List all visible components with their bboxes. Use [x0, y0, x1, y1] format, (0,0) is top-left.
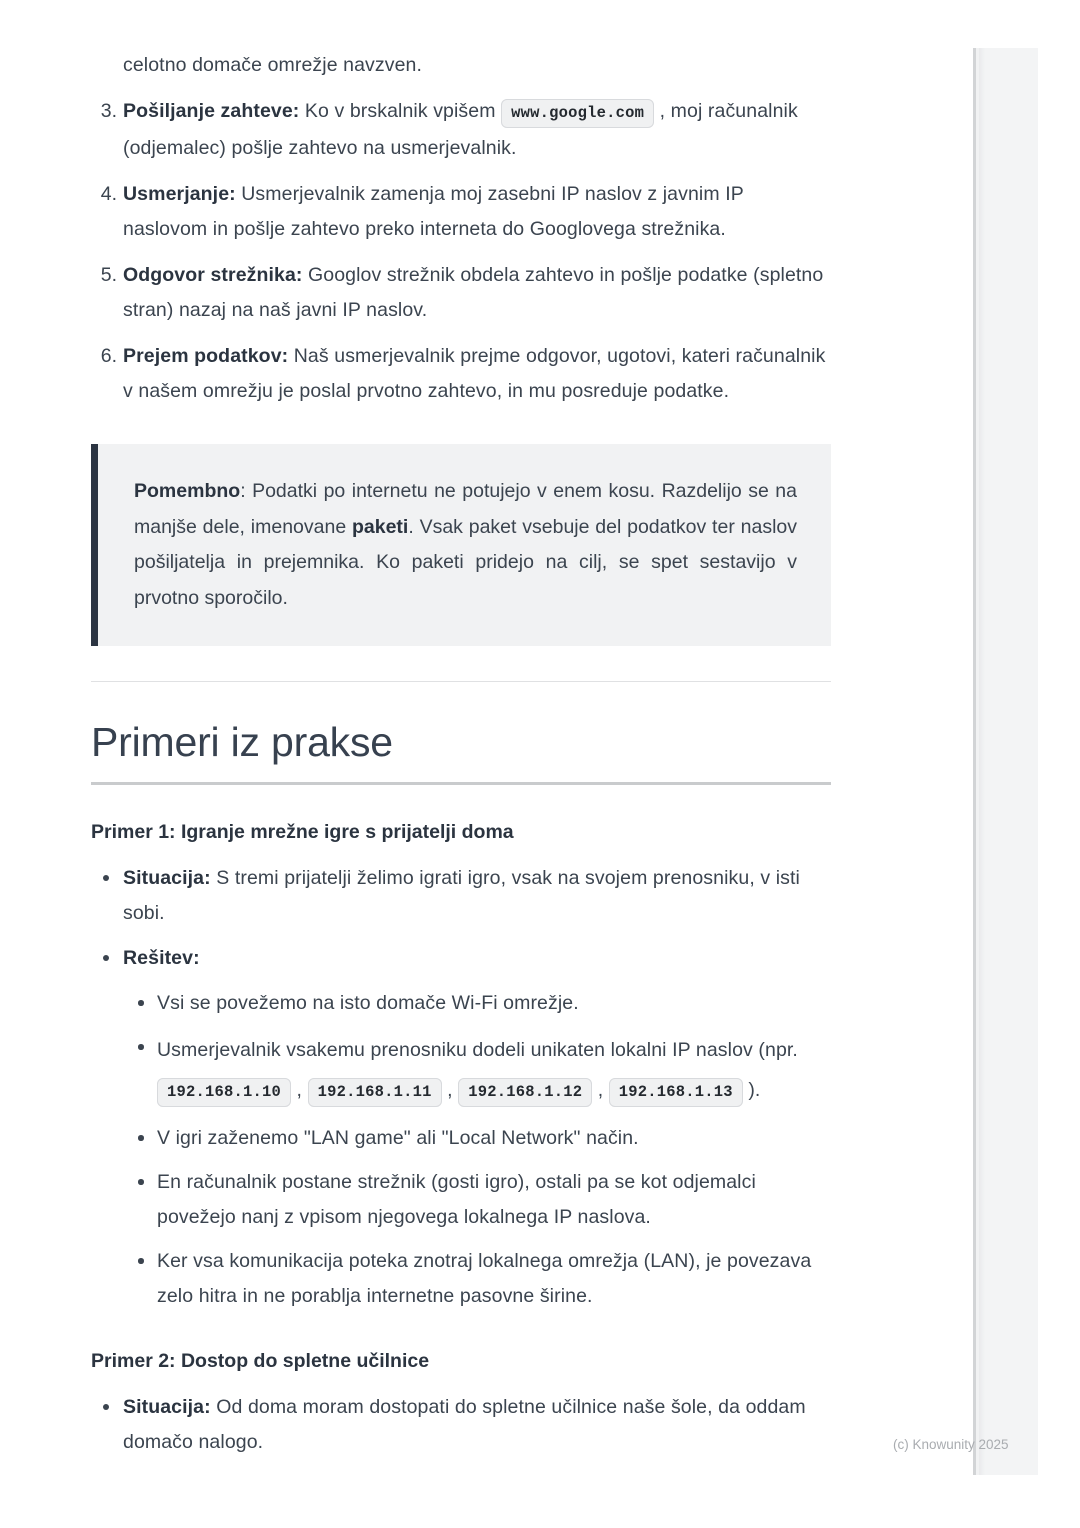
solution-label: Rešitev:	[123, 947, 200, 969]
code-chip-ip-2: 192.168.1.11	[308, 1078, 442, 1107]
step-item-4	[91, 177, 833, 247]
callout-text	[134, 474, 797, 616]
ip-comma-2: ,	[441, 1079, 459, 1101]
situation-label: Situacija:	[123, 867, 211, 889]
step-body	[123, 264, 823, 321]
step-text-before: Usmerjevalnik zamenja moj zasebni IP naslov z javnim IP naslovom in pošlje zahtevo preko interneta do Googlovega strežnika.	[123, 183, 744, 240]
step-label: Odgovor strežnika:	[123, 264, 303, 286]
continuation-line: celotno domače omrežje navzven.	[123, 54, 423, 76]
callout-part1: : Podatki po internetu ne potujejo v enem kosu. Razdelijo se na manjše dele, imenovane	[134, 480, 797, 538]
ip-comma-1: ,	[291, 1079, 308, 1101]
step-number: 5.	[100, 264, 117, 286]
ip-text-after: ).	[742, 1079, 761, 1101]
step-body	[123, 100, 798, 159]
ip-comma-3: ,	[592, 1079, 609, 1101]
document-content	[91, 0, 833, 1470]
step-number: 4.	[100, 183, 117, 205]
ip-text-before: Usmerjevalnik vsakemu prenosniku dodeli unikaten lokalni IP naslov (npr.	[157, 1039, 798, 1061]
callout-label: Pomembno	[134, 480, 241, 502]
solution-sublist	[125, 986, 833, 1314]
step-label: Pošiljanje zahteve:	[123, 100, 300, 122]
code-chip-ip-4: 192.168.1.13	[609, 1078, 743, 1107]
step-text-before: Naš usmerjevalnik prejme odgovor, ugotovi, kateri računalnik v našem omrežju je poslal prvotno zahtevo, in mu posreduje podatke.	[123, 345, 826, 402]
solution-body	[123, 947, 200, 969]
sub-item-text: V igri zaženemo "LAN game" ali "Local Network" način.	[157, 1127, 639, 1149]
page-edge-strip-inner	[979, 48, 1038, 1475]
example-2-list	[91, 1390, 833, 1460]
bullet-dot-icon	[103, 1404, 109, 1410]
bullet-dot-icon	[103, 875, 109, 881]
example-1-list	[91, 861, 833, 1314]
sub-item-text: En računalnik postane strežnik (gosti igro), ostali pa se kot odjemalci povežejo nanj z vpisom njegovega lokalnega IP naslova.	[157, 1171, 756, 1228]
numbered-steps-list	[91, 94, 833, 409]
page-edge-strip	[973, 48, 1038, 1475]
situation-label: Situacija:	[123, 1396, 211, 1418]
list-item	[125, 986, 833, 1021]
step-item-5	[91, 258, 833, 328]
step-label: Prejem podatkov:	[123, 345, 289, 367]
divider-bottom	[91, 782, 831, 785]
code-chip-url: www.google.com	[501, 99, 654, 128]
step-number: 6.	[100, 345, 117, 367]
list-item-situation	[91, 861, 833, 931]
step-item-3	[91, 94, 833, 166]
bullet-dot-icon	[138, 1179, 144, 1185]
callout-bold-term: paketi	[351, 515, 409, 538]
code-chip-ip-1: 192.168.1.10	[157, 1078, 291, 1107]
list-item-ip-addresses	[125, 1030, 833, 1112]
example-2-heading: Primer 2: Dostop do spletne učilnice	[91, 1350, 430, 1372]
sub-item-text: Ker vsa komunikacija poteka znotraj lokalnega omrežja (LAN), je povezava zelo hitra in ne porablja internetne pasovne širine.	[157, 1250, 812, 1307]
situation-text: Od doma moram dostopati do spletne učilnice naše šole, da oddam domačo nalogo.	[123, 1396, 806, 1453]
list-item	[125, 1165, 833, 1235]
situation-text: S tremi prijatelji želimo igrati igro, vsak na svojem prenosniku, v isti sobi.	[123, 867, 800, 924]
bullet-dot-icon	[103, 955, 109, 961]
divider-top	[91, 681, 831, 682]
list-item-solution	[91, 941, 833, 1314]
code-chip-ip-3: 192.168.1.12	[458, 1078, 592, 1107]
section-heading: Primeri iz prakse	[91, 719, 393, 765]
situation-body	[123, 867, 800, 924]
bullet-dot-icon	[138, 1000, 144, 1006]
example-1-heading: Primer 1: Igranje mrežne igre s prijatelji doma	[91, 821, 514, 843]
list-item	[125, 1121, 833, 1156]
step-number: 3.	[100, 100, 117, 122]
bullet-dot-icon	[138, 1135, 144, 1141]
step-text-after: , moj računalnik (odjemalec) pošlje zahtevo na usmerjevalnik.	[123, 100, 798, 159]
bullet-dot-icon	[138, 1044, 144, 1050]
step-text-before: Ko v brskalnik vpišem	[299, 100, 502, 122]
important-callout	[91, 444, 831, 646]
step-text-before: Googlov strežnik obdela zahtevo in pošlje podatke (spletno stran) nazaj na naš javni IP naslov.	[123, 264, 824, 321]
list-item-situation	[91, 1390, 833, 1460]
callout-part2: . Vsak paket vsebuje del podatkov ter naslov pošiljatelja in prejemnika. Ko paketi pridejo na cilj, se spet sestavijo v prvotno sporočilo.	[134, 515, 797, 609]
ip-item-body	[157, 1039, 798, 1101]
step-body	[123, 183, 744, 240]
step-body	[123, 345, 825, 402]
list-item	[125, 1244, 833, 1314]
step-label: Usmerjanje:	[123, 183, 236, 205]
sub-item-text: Vsi se povežemo na isto domače Wi-Fi omrežje.	[157, 992, 579, 1014]
bullet-dot-icon	[138, 1258, 144, 1264]
situation-body	[123, 1396, 806, 1453]
copyright-watermark: (c) Knowunity 2025	[893, 1437, 1009, 1452]
step-item-6	[91, 339, 833, 409]
